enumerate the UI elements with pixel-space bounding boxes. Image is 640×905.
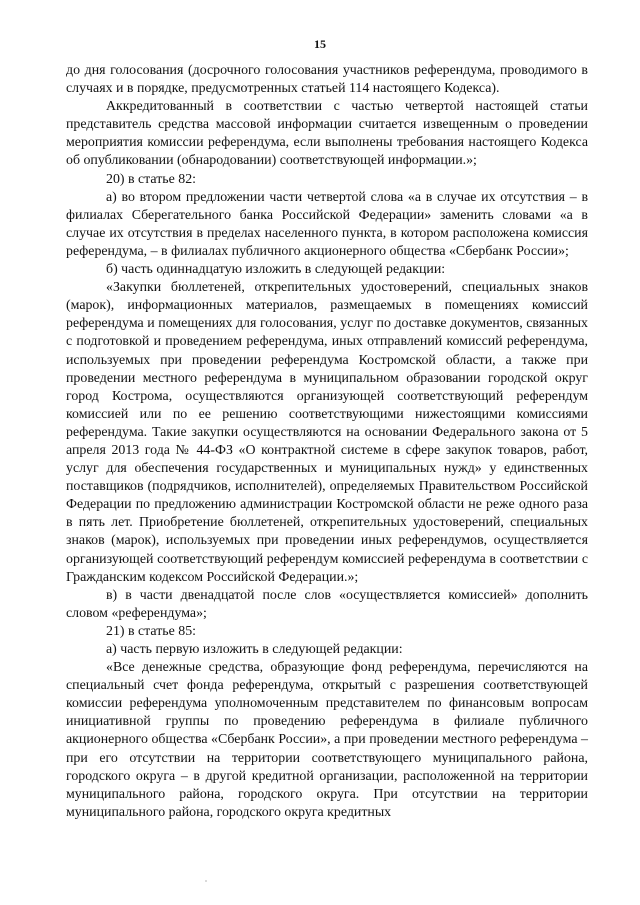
scan-artifact [205, 880, 207, 882]
paragraph-fund-text: «Все денежные средства, образующие фонд референдума, перечисляются на специальный счет фонда референдума, открытый с разрешения соответствующей комиссии референдума уполномоченным представителем по финансовым вопросам инициативной группы по проведению референдума в филиале публичного акционерного общества «Сбербанк России», а при проведении местного референдума – при его отсутствии на территории соответствующего муниципального района, городского округа – в другой кредитной организации, расположенной на территории муниципального района, городского округа. При отсутствии на территории муниципального района, городского округа кредитных [66, 660, 588, 820]
document-body [66, 62, 588, 822]
paragraph-item-21a: а) часть первую изложить в следующей редакции: [106, 642, 403, 657]
page-number: 15 [314, 37, 326, 51]
paragraph-continuation: до дня голосования (досрочного голосования участников референдума, проводимого в случаях и в порядке, предусмотренных статьей 114 настоящего Кодекса). [66, 63, 588, 97]
paragraph-item-21: 21) в статье 85: [106, 623, 197, 639]
paragraph-item-20v: в) в части двенадцатой после слов «осуществляется комиссией» дополнить словом «референдума»; [66, 587, 588, 621]
paragraph-item-20: 20) в статье 82: [106, 171, 197, 187]
paragraph-procurement-text: «Закупки бюллетеней, открепительных удостоверений, специальных знаков (марок), информационных материалов, размещаемых в помещениях комиссий референдума и помещениях для голосования, услуг по доставке документов, связанных с подготовкой и проведением референдума, иных отправлений комиссий референдума, используемых при проведении референдума Костромской области, а также при проведении местного референдума в муниципальном образовании городской округ город Кострома, осуществляются организующей соответствующий референдум комиссией или по ее решению соответствующими нижестоящими комиссиями референдума. Такие закупки осуществляются на основании Федерального закона от 5 апреля 2013 года № 44-ФЗ «О контрактной системе в сфере закупок товаров, работ, услуг для обеспечения государственных и муниципальных нужд» у единственных поставщиков (подрядчиков, исполнителей), определяемых Правительством Российской Федерации по предложению администрации Костромской области не реже одного раза в пять лет. Приобретение бюллетеней, открепительных удостоверений, специальных знаков (марок), используемых при проведении иных референдумов, осуществляется организующей соответствующий референдум комиссией референдума в соответствии с Гражданским кодексом Российской Федерации.»; [66, 280, 588, 585]
paragraph-item-20a: а) во втором предложении части четвертой слова «а в случае их отсутствия – в филиалах Сберегательного банка Российской Федерации» заменить словами «а в случае их отсутствия в пределах населенного пункта, в котором расположена комиссия референдума, – в филиалах публичного акционерного общества «Сбербанк России»; [66, 189, 588, 259]
paragraph-accreditation: Аккредитованный в соответствии с частью четвертой настоящей статьи представитель средства массовой информации считается извещенным о проведении мероприятия комиссии референдума, если выполнены требования настоящего Кодекса об опубликовании (обнародовании) соответствующей информации.»; [66, 99, 588, 169]
paragraph-item-20b: б) часть одиннадцатую изложить в следующей редакции: [106, 262, 446, 278]
